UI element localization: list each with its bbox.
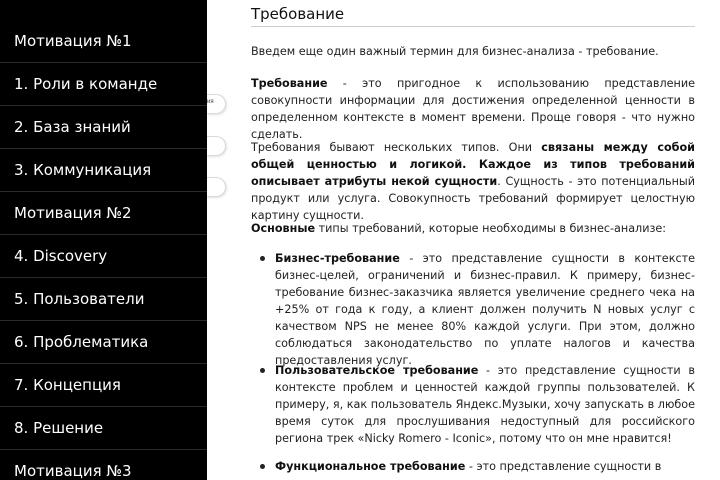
definition-term: Требование (251, 77, 328, 90)
sidebar-item-communication[interactable]: 3. Коммуникация (0, 149, 207, 192)
sidebar-item-motivation-2[interactable]: Мотивация №2 (0, 192, 207, 235)
sidebar-item-discovery[interactable]: 4. Discovery (0, 235, 207, 278)
main-bold: Основные (251, 222, 316, 235)
sidebar-item-problems[interactable]: 6. Проблематика (0, 321, 207, 364)
bullet-term: Функциональное требование (275, 460, 466, 473)
bullet-text: - это представление сущности в (465, 460, 662, 473)
pill-label: ия (207, 99, 214, 105)
bullet-dot (260, 368, 265, 373)
definition-paragraph (251, 75, 695, 143)
sidebar-item-users[interactable]: 5. Пользователи (0, 278, 207, 321)
sidebar-toggle-tab-3[interactable] (207, 177, 226, 197)
main-text: типы требований, которые необходимы в бизнес-анализе: (315, 222, 667, 235)
types-bold: связаны между собой общей ценностью и логикой. Каждое из типов требований описывает атрибуты некой сущности (251, 141, 695, 188)
article-heading: Требование (251, 4, 695, 27)
sidebar-toggle-tab-2[interactable] (207, 136, 226, 156)
sidebar-item-roles[interactable]: 1. Роли в команде (0, 63, 207, 106)
bullet-text: - это представление сущности в контексте бизнес-целей, ограничений и бизнес-правил. К примеру, бизнес-требование бизнес-заказчика является увеличение среднего чека на +25% от года к году, а клиент должен получить N новых услуг с качеством NPS не менее 80% каждой услуги. При этом, должно соблюдаться законодательство по уплате налогов и качества предоставления услуг. (275, 252, 695, 367)
intro-paragraph: Введем еще один важный термин для бизнес-анализа - требование. (251, 45, 659, 58)
sidebar-item-motivation-3[interactable]: Мотивация №3 (0, 450, 207, 480)
sidebar-item-solution[interactable]: 8. Решение (0, 407, 207, 450)
list-item (275, 362, 695, 447)
article (251, 0, 695, 480)
main-types-paragraph (251, 220, 695, 237)
types-text-b: . Сущность - это потенциальный продукт или услуга. Совокупность требований формирует целостную картину сущности. (251, 175, 695, 222)
bullet-term: Пользовательское требование (275, 364, 479, 377)
types-text-a: Требования бывают нескольких типов. Они (251, 141, 542, 154)
sidebar-item-concept[interactable]: 7. Концепция (0, 364, 207, 407)
sidebar-item-knowledge-base[interactable]: 2. База знаний (0, 106, 207, 149)
list-item (275, 250, 695, 369)
bullet-text: - это представление сущности в контексте проблем и ценностей каждой группы пользователей. К примеру, я, как пользователь Яндекс.Музыки, хочу запускать в любое время суток для прослушивания недоступный для российского региона трек «Nicky Romero - Iconic», потому что он мне нравится! (275, 364, 695, 445)
bullet-dot (260, 464, 265, 469)
bullet-term: Бизнес-требование (275, 252, 400, 265)
sidebar-item-motivation-1[interactable]: Мотивация №1 (0, 20, 207, 63)
sidebar-toggle-tab-1[interactable] (207, 94, 226, 114)
bullet-dot (260, 256, 265, 261)
sidebar-nav (0, 0, 207, 480)
list-item (275, 458, 695, 475)
types-paragraph (251, 139, 695, 224)
definition-text: - это пригодное к использованию представление совокупности информации для достижения определенной ценности в определенном контексте в момент времени. Проще говоря - что нужно сделать. (251, 77, 695, 141)
